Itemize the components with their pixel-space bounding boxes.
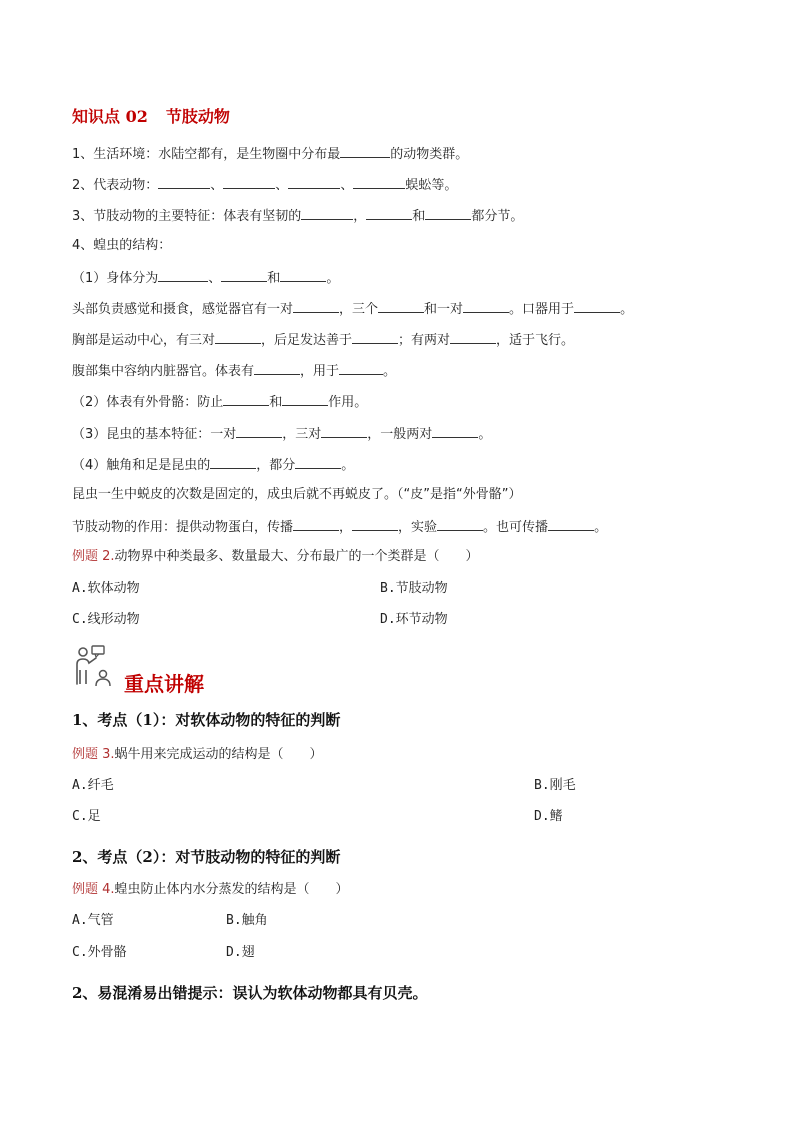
blank — [221, 268, 267, 282]
example-3-option-c[interactable]: C.足 — [72, 809, 101, 824]
blank — [254, 361, 300, 375]
example-2-option-b[interactable]: B.节肢动物 — [380, 581, 448, 596]
blank — [280, 268, 326, 282]
blank — [432, 424, 478, 438]
key-point-1-title: 1、考点（1）：对软体动物的特征的判断 — [72, 711, 341, 729]
example-4-option-a[interactable]: A.气管 — [72, 913, 114, 928]
section-name: 节肢动物 — [165, 107, 230, 126]
example-label: 例题 4. — [72, 882, 115, 897]
blank — [378, 299, 424, 313]
teacher-presentation-icon — [74, 644, 118, 688]
blank — [223, 175, 275, 189]
example-4-option-d[interactable]: D.翅 — [226, 945, 255, 960]
blank — [158, 175, 210, 189]
example-2-option-c[interactable]: C.线形动物 — [72, 612, 140, 627]
blank — [295, 455, 341, 469]
example-2-option-a[interactable]: A.软体动物 — [72, 581, 140, 596]
item-habitat: 1、生活环境：水陆空都有，是生物圈中分布最 的动物类群。 — [72, 144, 468, 164]
error-tip-title: 2、易混淆易出错提示：误认为软体动物都具有贝壳。 — [72, 984, 428, 1002]
blank — [210, 455, 256, 469]
blank — [366, 206, 412, 220]
key-point-2-title: 2、考点（2）：对节肢动物的特征的判断 — [72, 848, 341, 866]
blank — [353, 175, 405, 189]
blank — [223, 392, 269, 406]
key-points-heading: 重点讲解 — [124, 672, 204, 696]
blank — [321, 424, 367, 438]
example-4-option-b[interactable]: B.触角 — [226, 913, 268, 928]
item-role: 节肢动物的作用：提供动物蛋白，传播 ， ，实验 。也可传播 。 — [72, 517, 607, 537]
section-title — [72, 104, 230, 127]
blank — [339, 361, 383, 375]
example-2-question: 例题 2.动物界中种类最多、数量最大、分布最广的一个类群是（ ） — [72, 549, 479, 564]
example-3-question: 例题 3.蜗牛用来完成运动的结构是（ ） — [72, 747, 323, 762]
example-4-question: 例题 4.蝗虫防止体内水分蒸发的结构是（ ） — [72, 882, 349, 897]
example-label: 例题 3. — [72, 747, 115, 762]
example-label: 例题 2. — [72, 549, 115, 564]
item-features: 3、节肢动物的主要特征：体表有坚韧的 ， 和 都分节。 — [72, 206, 523, 226]
item-exoskeleton: （2）体表有外骨骼：防止 和 作用。 — [72, 392, 367, 412]
item-representatives: 2、代表动物： 、 、 、 蜈蚣等。 — [72, 175, 457, 195]
blank — [574, 299, 620, 313]
blank — [301, 206, 353, 220]
blank — [236, 424, 282, 438]
blank — [288, 175, 340, 189]
item-locust-structure: 4、蝗虫的结构： — [72, 238, 172, 253]
blank — [352, 517, 398, 531]
blank — [352, 330, 398, 344]
blank — [463, 299, 509, 313]
example-3-option-a[interactable]: A.纤毛 — [72, 778, 114, 793]
blank — [293, 299, 339, 313]
item-insect-features: （3）昆虫的基本特征：一对 ，三对 ，一般两对 。 — [72, 424, 491, 444]
example-4-option-c[interactable]: C.外骨骼 — [72, 945, 127, 960]
item-thorax: 胸部是运动中心，有三对 ，后足发达善于 ；有两对 ，适于飞行。 — [72, 330, 574, 350]
blank — [293, 517, 339, 531]
blank — [282, 392, 328, 406]
example-3-option-d[interactable]: D.鳍 — [534, 809, 563, 824]
blank — [215, 330, 261, 344]
item-body-parts: （1）身体分为 、 和 。 — [72, 268, 339, 288]
item-head: 头部负责感觉和摄食，感觉器官有一对 ，三个 和一对 。口器用于 。 — [72, 299, 633, 319]
item-antennae: （4）触角和足是昆虫的 ，都分 。 — [72, 455, 354, 475]
blank — [425, 206, 471, 220]
blank — [340, 144, 390, 158]
blank — [548, 517, 594, 531]
item-molting: 昆虫一生中蜕皮的次数是固定的，成虫后就不再蜕皮了。（“皮”是指“外骨骼”） — [72, 487, 522, 502]
blank — [158, 268, 208, 282]
section-number: 知识点 02 — [72, 107, 148, 126]
example-2-option-d[interactable]: D.环节动物 — [380, 612, 448, 627]
example-3-option-b[interactable]: B.刚毛 — [534, 778, 576, 793]
item-abdomen: 腹部集中容纳内脏器官。体表有 ，用于 。 — [72, 361, 396, 381]
blank — [437, 517, 483, 531]
blank — [450, 330, 496, 344]
